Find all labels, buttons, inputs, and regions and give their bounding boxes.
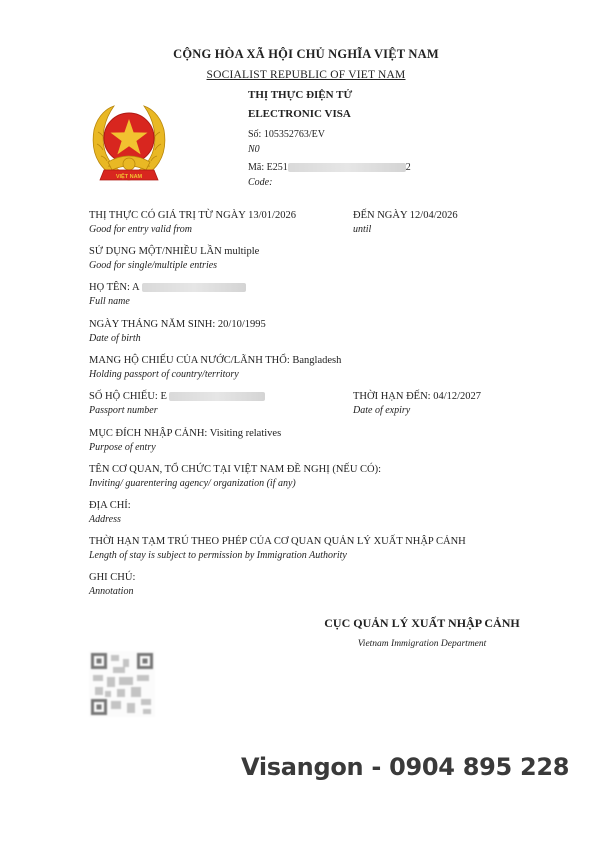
full-name-label-en: Full name — [89, 296, 130, 307]
emblem-ribbon-text: VIỆT NAM — [115, 174, 143, 180]
stay-label: THỜI HẠN TẠM TRÚ THEO PHÉP CỦA CƠ QUAN QUẢN LÝ XUẤT NHẬP CẢNH — [89, 536, 466, 547]
annotation-label-en: Annotation — [89, 586, 134, 597]
visa-number: Số: 105352763/EV — [248, 129, 325, 140]
address-label-en: Address — [89, 514, 121, 525]
redacted-code — [288, 163, 406, 172]
expiry-label-en: Date of expiry — [353, 405, 411, 416]
visa-code-tail: 2 — [405, 162, 411, 173]
agency-label: TÊN CƠ QUAN, TỔ CHỨC TẠI VIỆT NAM ĐỀ NGHỊ (NẾU CÓ): — [89, 464, 382, 475]
expiry-label: THỜI HẠN ĐẾN: 04/12/2027 — [353, 391, 482, 402]
address-label: ĐỊA CHỈ: — [89, 500, 131, 511]
entries-label-en: Good for single/multiple entries — [89, 260, 218, 271]
visa-number-en: N0 — [248, 144, 260, 155]
qr-code — [89, 651, 155, 717]
emblem-ribbon — [100, 170, 158, 180]
purpose-label-en: Purpose of entry — [89, 442, 156, 453]
qr-code-icon — [89, 651, 155, 717]
valid-from-label-en: Good for entry valid from — [89, 224, 192, 235]
visa-code-en: Code: — [248, 177, 273, 188]
nationality-label-en: Holding passport of country/territory — [89, 369, 239, 380]
national-emblem-icon — [86, 100, 172, 186]
passport-number-label: SỐ HỘ CHIẾU: E — [89, 391, 167, 402]
purpose-label: MỤC ĐÍCH NHẬP CẢNH: Visiting relatives — [89, 428, 282, 439]
visa-title-en: ELECTRONIC VISA — [248, 108, 351, 120]
nationality-label: MANG HỘ CHIẾU CỦA NƯỚC/LÃNH THỔ: Bangladesh — [89, 355, 342, 366]
dob-label-en: Date of birth — [89, 333, 141, 344]
entries-label: SỬ DỤNG MỘT/NHIỀU LẦN multiple — [89, 246, 260, 257]
authority-name: CỤC QUẢN LÝ XUẤT NHẬP CẢNH — [324, 616, 520, 630]
redacted-passport — [169, 392, 265, 401]
valid-from-label: THỊ THỰC CÓ GIÁ TRỊ TỪ NGÀY 13/01/2026 — [89, 210, 296, 221]
passport-number-label-en: Passport number — [89, 405, 158, 416]
country-title-vn: CỘNG HÒA XÃ HỘI CHỦ NGHĨA VIỆT NAM — [173, 47, 439, 61]
country-title-en: SOCIALIST REPUBLIC OF VIET NAM — [206, 69, 406, 81]
annotation-label: GHI CHÚ: — [89, 572, 136, 583]
authority-name-en: Vietnam Immigration Department — [357, 639, 487, 649]
until-label-en: until — [353, 224, 372, 235]
until-label: ĐẾN NGÀY 12/04/2026 — [353, 210, 458, 221]
visa-code — [248, 161, 411, 174]
stay-label-en: Length of stay is subject to permission by Immigration Authority — [89, 550, 347, 561]
dob-label: NGÀY THÁNG NĂM SINH: 20/10/1995 — [89, 319, 266, 330]
redacted-name — [142, 283, 246, 292]
full-name-field — [89, 281, 246, 294]
full-name-label: HỌ TÊN: A — [89, 282, 140, 293]
visa-code-prefix: Mã: E251 — [248, 162, 288, 173]
promo-hotline: Visangon - 0904 895 228 — [241, 753, 570, 781]
agency-label-en: Inviting/ guarentering agency/ organization (if any) — [89, 478, 296, 489]
visa-title-vn: THỊ THỰC ĐIỆN TỬ — [248, 89, 353, 101]
passport-number-field — [89, 390, 265, 403]
